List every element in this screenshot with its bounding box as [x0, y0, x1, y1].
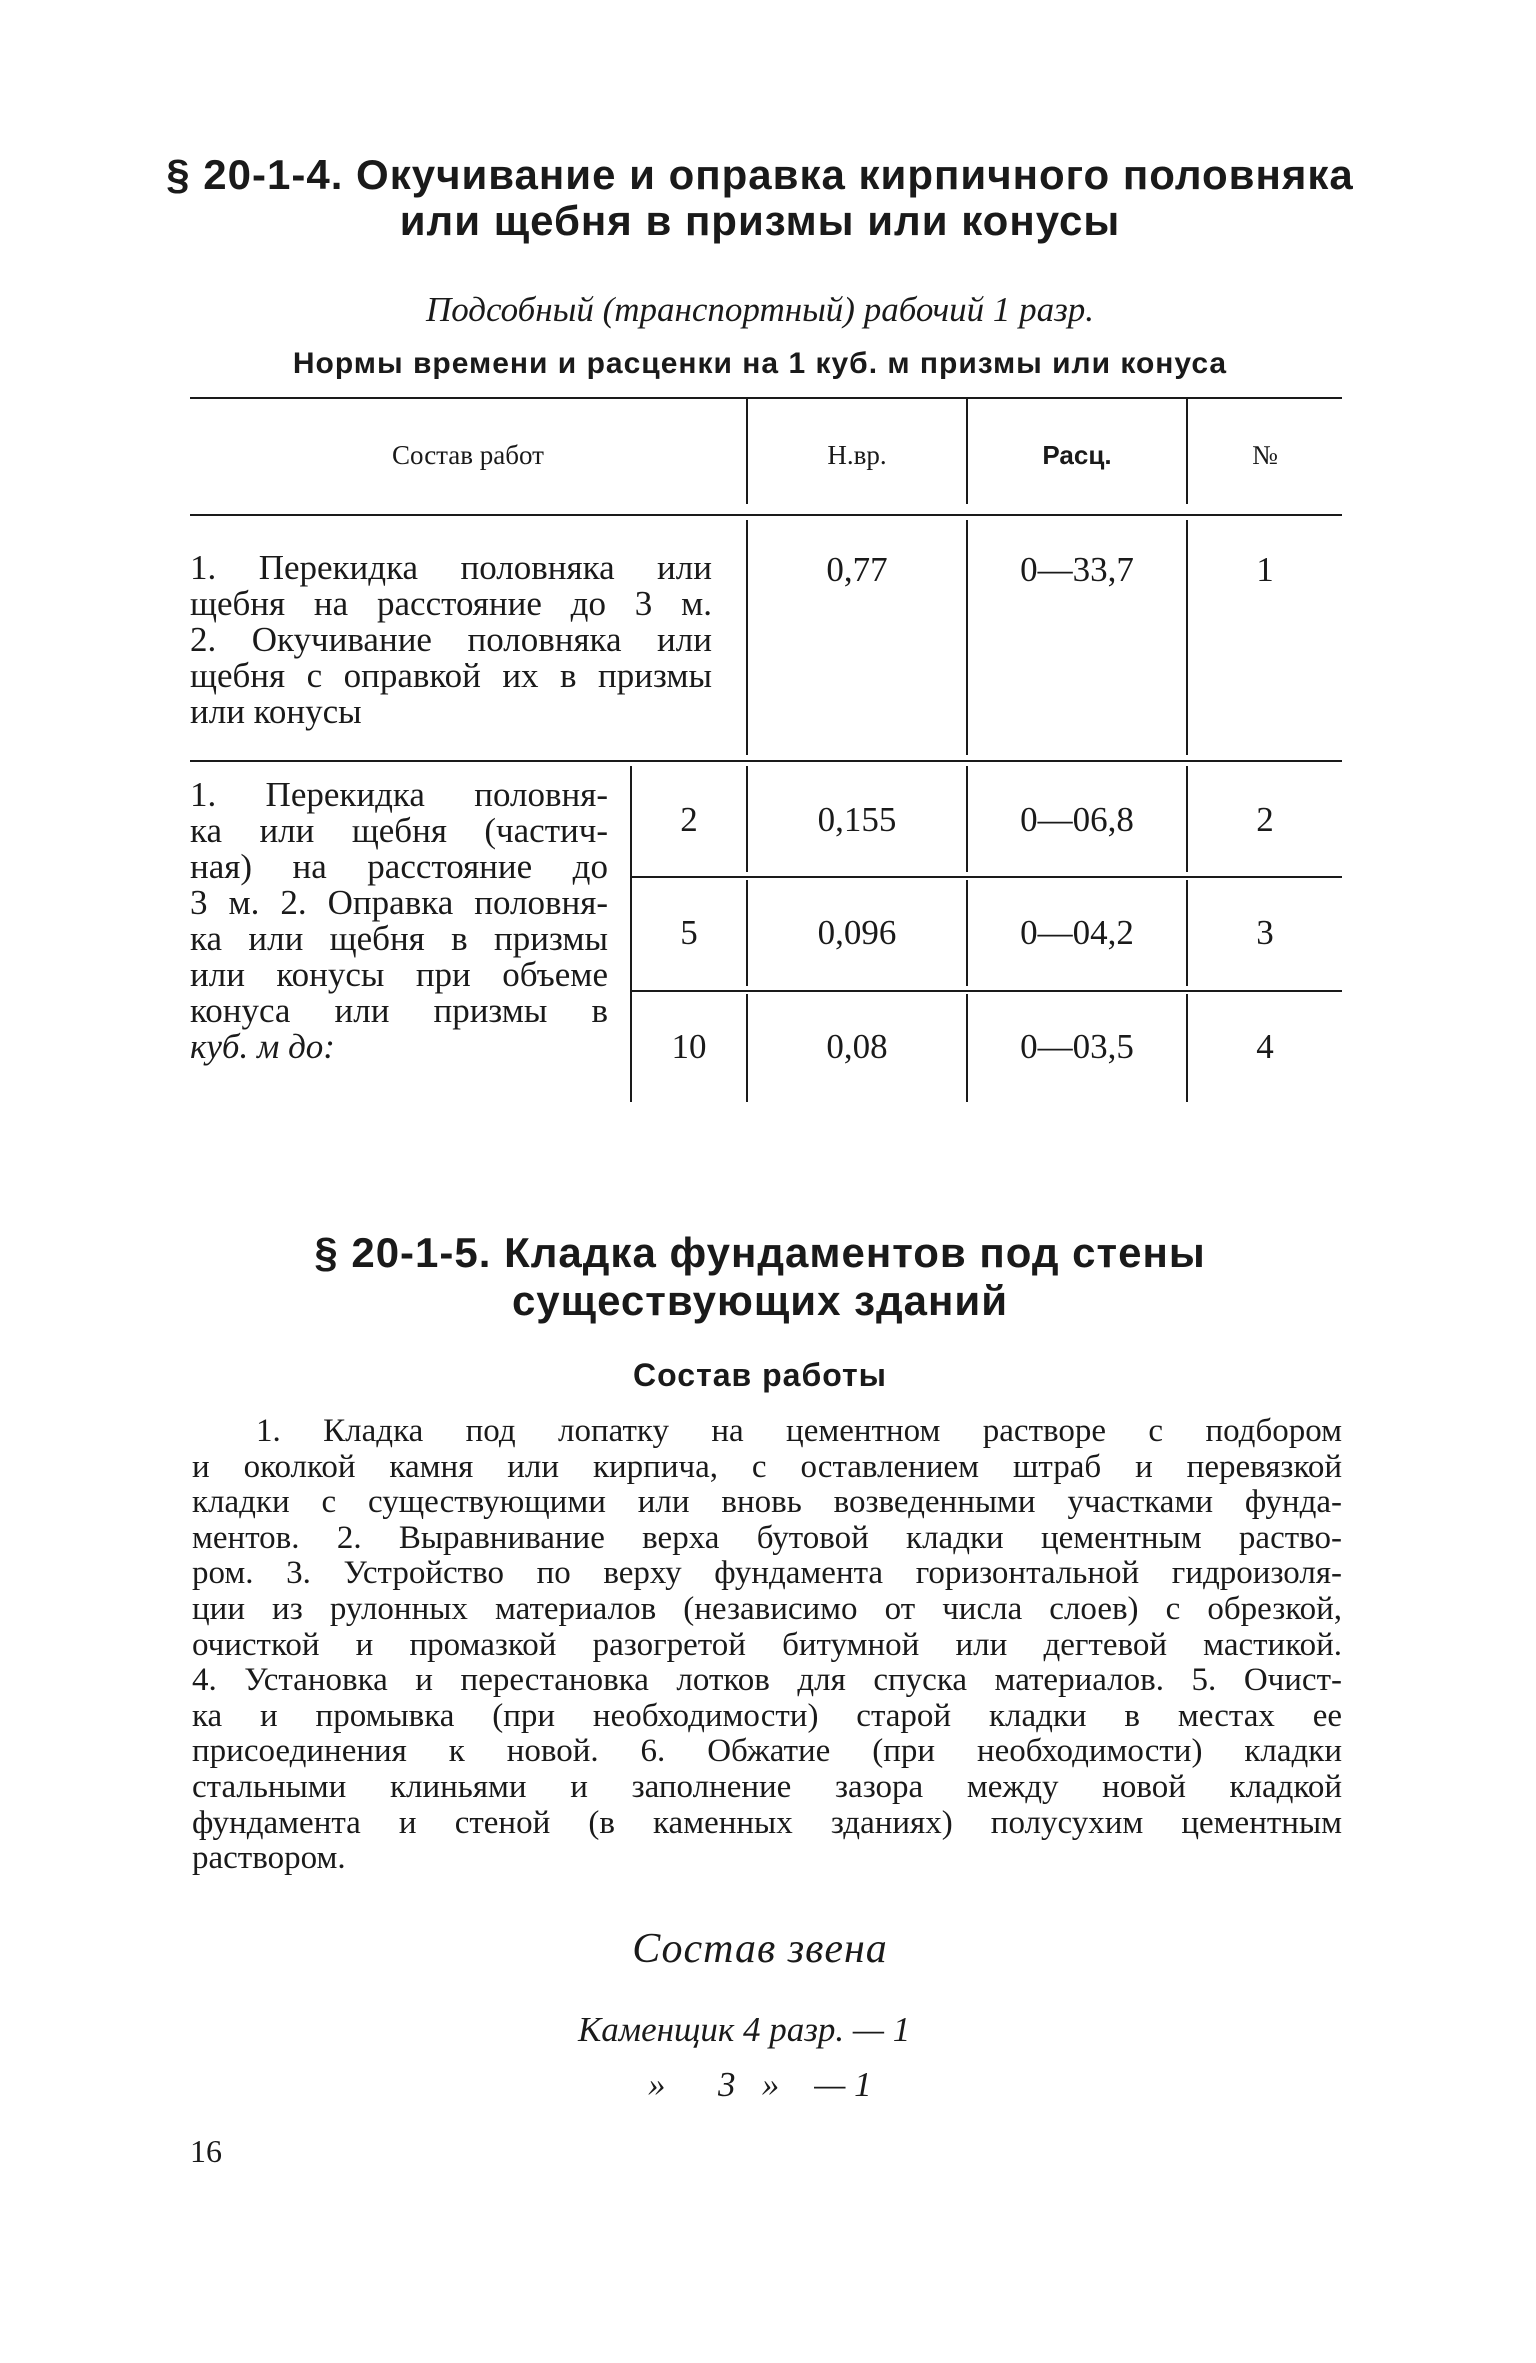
row2-work-line: конуса или призмы в: [190, 991, 608, 1030]
paragraph-line: очисткой и промазкой разогретой битумной или дегтевой мастикой.: [192, 1626, 1342, 1663]
table-top-rule: [190, 397, 1342, 399]
subrow-no: 3: [1256, 913, 1274, 952]
row2-work-line: куб. м до:: [190, 1027, 335, 1066]
header-norm: Н.вр.: [827, 440, 887, 470]
paragraph-line: фундамента и стеной (в каменных зданиях) полусухим цементным: [192, 1804, 1342, 1841]
norms-caption: Нормы времени и расценки на 1 куб. м призмы или конуса: [292, 347, 1228, 380]
crew-title: Состав звена: [632, 1926, 888, 1972]
page-number: 16: [190, 2133, 222, 2169]
header-price: Расц.: [1042, 440, 1112, 470]
paragraph-line: ром. 3. Устройство по верху фундамента горизонтальной гидроизоля-: [192, 1555, 1342, 1592]
paragraph-line: 4. Установка и перестановка лотков для спуска материалов. 5. Очист-: [192, 1662, 1342, 1699]
paragraph-line: ментов. 2. Выравнивание верха бутовой кладки цементным раство-: [192, 1519, 1342, 1556]
subrow-price: 0—03,5: [1020, 1027, 1134, 1066]
subrow-volume: 5: [680, 913, 698, 952]
table-row-rule: [190, 760, 1342, 762]
table-header-rule: [190, 514, 1342, 516]
paragraph-line: ции из рулонных материалов (независимо от числа слоев) с обрезкой,: [192, 1590, 1342, 1627]
row1-work: [190, 550, 712, 730]
row1-work-line: или конусы: [190, 692, 362, 731]
work-composition-paragraph: [192, 1414, 1342, 1877]
paragraph-line-last: раствором.: [192, 1840, 346, 1877]
subrow-price: 0—06,8: [1020, 800, 1134, 839]
subrow-norm: 0,155: [817, 800, 897, 839]
row2-work-line: или конусы при объеме: [190, 955, 608, 994]
row1-work-line: щебня с оправкой их в призмы: [190, 656, 712, 695]
row2-work-line: 3 м. 2. Оправка половня-: [190, 883, 608, 922]
subrow-no: 4: [1256, 1027, 1274, 1066]
paragraph-line: присоединения к новой. 6. Обжатие (при необходимости) кладки: [192, 1733, 1342, 1770]
paragraph-line: ка и промывка (при необходимости) старой кладки в местах ее: [192, 1697, 1342, 1734]
paragraph-line: кладки с существующими или вновь возведенными участками фунда-: [192, 1484, 1342, 1521]
table-subrow-rule-2: [630, 990, 1342, 992]
subrow-norm: 0,096: [817, 913, 897, 952]
subrow-no: 2: [1256, 800, 1274, 839]
paragraph-line: стальными клиньями и заполнение зазора между новой кладкой: [192, 1768, 1342, 1805]
paragraph-line: 1. Кладка под лопатку на цементном растворе с подбором: [256, 1413, 1342, 1449]
row2-work-line: ка или щебня в призмы: [190, 919, 608, 958]
row2-work-line: ная) на расстояние до: [190, 847, 608, 886]
section-title-line1: § 20-1-4. Окучивание и оправка кирпичного половняка: [166, 151, 1354, 198]
crew-line-1: Каменщик 4 разр. — 1: [578, 2010, 911, 2049]
crew-line-2: » 3 » — 1: [648, 2065, 872, 2104]
row1-no: 1: [1256, 550, 1274, 589]
section-title-line2: или щебня в призмы или конусы: [399, 197, 1121, 244]
subrow-price: 0—04,2: [1020, 913, 1134, 952]
section2-title-line1: § 20-1-5. Кладка фундаментов под стены: [314, 1229, 1206, 1276]
header-no: №: [1252, 440, 1278, 470]
subrow-volume: 2: [680, 800, 698, 839]
worker-category: Подсобный (транспортный) рабочий 1 разр.: [425, 290, 1095, 329]
work-composition-title: Состав работы: [633, 1357, 887, 1393]
row1-price: 0—33,7: [1020, 550, 1134, 589]
row2-work: [190, 777, 608, 1065]
header-work: Состав работ: [392, 440, 544, 470]
row2-work-line: ка или щебня (частич-: [190, 811, 608, 850]
row1-work-line: щебня на расстояние до 3 м.: [190, 584, 712, 623]
paragraph-line: и околкой камня или кирпича, с оставлением штраб и перевязкой: [192, 1448, 1342, 1485]
row1-work-line: 1. Перекидка половняка или: [190, 548, 712, 587]
subrow-norm: 0,08: [826, 1027, 888, 1066]
row1-work-line: 2. Окучивание половняка или: [190, 620, 712, 659]
subrow-volume: 10: [671, 1027, 707, 1066]
table-subrow-rule-1: [630, 876, 1342, 878]
section2-title-line2: существующих зданий: [511, 1277, 1009, 1324]
row2-work-line: 1. Перекидка половня-: [190, 775, 608, 814]
row1-norm: 0,77: [826, 550, 888, 589]
